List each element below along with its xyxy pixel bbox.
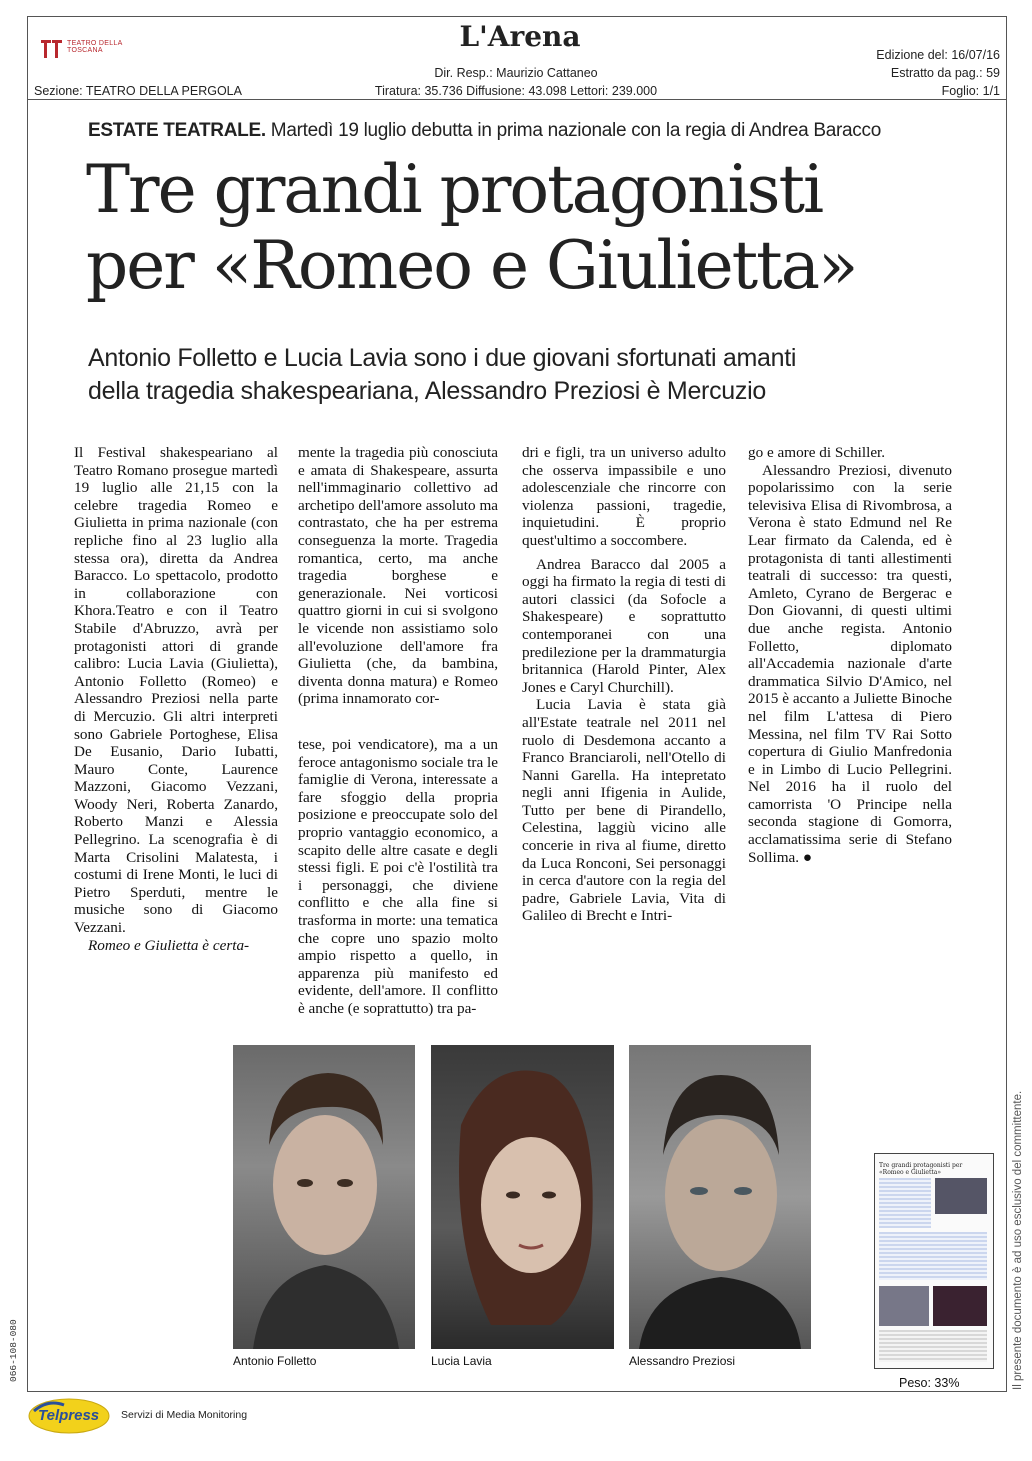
caption-antonio-folletto: Antonio Folletto bbox=[233, 1354, 317, 1368]
col2-paragraph-1: mente la tragedia più conosciuta e amata di Shakespeare, assurta nell'immaginario collettivo ad archetipo dell'amore assoluto ma contrastato, che ha per estrema conseguenza la morte. Tragedia romantica, certo, ma anche tragedia borghese e generazionale. Nei vorticosi quattro giorni in cui si svolgono le vicende non assistiamo solo all'evoluzione dell'amore fra Giulietta (che, da bambina, diventa donna matura) e Romeo (prima innamorato cor- bbox=[298, 444, 498, 708]
col3-paragraph-3: Lucia Lavia è stata già all'Estate teatrale nel 2011 nel ruolo di Desdemona accanto a Franco Branciaroli, nell'Otello di Nanni Garella. Ha intepretato negli anni Ifigenia in Aulide, Tutto per bene di Pirandello, Celestina, laggiù vicino alle concerie in riva al fiume, diretto da Luca Ronconi, Sei personaggi in cerca d'autore con la regia del padre, Gabriele Lavia, Vita di Galileo di Brecht e Intri- bbox=[522, 696, 726, 925]
thumbnail-text-block-2 bbox=[879, 1232, 987, 1280]
article-column-1 bbox=[74, 444, 278, 974]
kicker-text: Martedì 19 luglio debutta in prima nazionale con la regia di Andrea Baracco bbox=[270, 120, 881, 141]
caption-lucia-lavia: Lucia Lavia bbox=[431, 1354, 492, 1368]
col4-paragraph-2: Alessandro Preziosi, divenuto popolarissimo con la serie televisiva Elisa di Rivombrosa, a Verona è stato Edmund nel Re Lear firmato da Calenda, ed è protagonista di tanti allestimenti teatrali di successo: tra questi, Amleto, Cyrano de Bergerac e Don Giovanni, di questi ultimi due anche regista. Antonio Folletto, diplomato all'Accademia nazionale d'arte drammatica Silvio D'Amico, nel 2015 è accanto a Juliette Binoche nel film L'attesa di Piero Messina, nel film TV Rai Sotto copertura di Giulio Manfredonia e in Limbo di Lucio Pellegrini. Nel 2016 ha il ruolo del camorrista 'O Principe nella seconda stagione di Gomorra, acclamatissima serie di Stefano Sollima. ● bbox=[748, 461, 952, 866]
article-column-4 bbox=[748, 444, 952, 894]
caption-alessandro-preziosi: Alessandro Preziosi bbox=[629, 1354, 736, 1368]
logo-left-label: TEATRO DELLA TOSCANA bbox=[67, 40, 123, 54]
portrait-male-icon bbox=[629, 1045, 811, 1349]
section-line: Sezione: TEATRO DELLA PERGOLA bbox=[34, 84, 242, 98]
thumbnail-title: Tre grandi protagonisti per «Romeo e Giulietta» bbox=[879, 1162, 963, 1176]
thumbnail-text-block bbox=[879, 1178, 931, 1228]
barcode-code: 066-108-080 bbox=[8, 1319, 19, 1382]
col4-paragraph-1: go e amore di Schiller. bbox=[748, 444, 886, 461]
article-column-2b bbox=[298, 736, 498, 1028]
col1-paragraph-1: Il Festival shakespeariano al Teatro Romano prosegue martedì 19 luglio alle 21,15 con la celebre tragedia Romeo e Giulietta in prima nazionale (con repliche fino al 23 luglio alla stessa ora), diretta da Andrea Baracco. Lo spettacolo, prodotto in collaborazione con Khora.Teatro e con il Teatro Stabile d'Abruzzo, avrà per protagonisti attori di grande calibro: Lucia Lavia (Giulietta), Antonio Folletto (Romeo) e Alessandro Preziosi nella parte di Mercuzio. Gli altri interpreti sono Gabriele Portoghese, Elisa De Eusanio, Dario Iubatti, Mauro Conte, Laurence Mazzoni, Giacomo Vezzani, Woody Neri, Roberta Zanardo, Roberto Manzi e Alessia Pellegrino. La scenografia è di Marta Crisolini Malatesta, i costumi di Irene Monti, le luci di Pietro Sperduti, mentre le musiche sono di Giacomo Vezzani. bbox=[74, 444, 278, 937]
header-divider bbox=[27, 99, 1007, 100]
headline-line-1: Tre grandi protagonisti bbox=[86, 151, 823, 228]
portrait-male-young-icon bbox=[233, 1045, 415, 1349]
telpress-logo bbox=[28, 1397, 110, 1435]
photo-antonio-folletto bbox=[233, 1045, 415, 1349]
subheadline bbox=[88, 342, 968, 408]
col3-paragraph-1: dri e figli, tra un universo adulto che osserva impassibile e uno adolescenziale che rincorre con violenza passioni, tragedie, inquietudini. È proprio quest'ultimo a soccombere. bbox=[522, 444, 726, 549]
article-column-2a bbox=[298, 444, 498, 734]
circulation-line: Tiratura: 35.736 Diffusione: 43.098 Lettori: 239.000 bbox=[374, 84, 658, 98]
side-note-vertical: Il presente documento è ad uso esclusivo del committente. bbox=[1012, 1090, 1024, 1390]
telpress-logo-text: Telpress bbox=[38, 1407, 100, 1424]
article-kicker bbox=[88, 120, 968, 142]
headline-line-2: per «Romeo e Giulietta» bbox=[86, 227, 857, 304]
kicker-bold: ESTATE TEATRALE. bbox=[88, 120, 266, 141]
col1-paragraph-2: Romeo e Giulietta è certa- bbox=[88, 936, 250, 954]
newspaper-title: L'Arena bbox=[459, 20, 581, 53]
sheet-number: Foglio: 1/1 bbox=[941, 84, 1000, 98]
headline bbox=[86, 152, 986, 304]
edition-date: Edizione del: 16/07/16 bbox=[876, 48, 1000, 62]
tt-logo-icon bbox=[40, 38, 64, 60]
extract-page: Estratto da pag.: 59 bbox=[890, 66, 1000, 80]
thumbnail-text-block-3 bbox=[879, 1330, 987, 1362]
thumbnail-photo bbox=[935, 1178, 987, 1214]
subhead-line-1: Antonio Folletto e Lucia Lavia sono i due giovani sfortunati amanti bbox=[88, 344, 797, 372]
col2-paragraph-2: tese, poi vendicatore), ma a un feroce antagonismo sociale tra le famiglie di Verona, interessate a fare sfoggio della propria posizione e preoccupate solo del proprio vantaggio economico, a scapito delle altre casate e degli stessi figli. E poi c'è l'ostilità tra i personaggi, che diviene conflitto e che alla fine si trasforma in morte: una tematica che copre uno spazio molto ampio rispetto a quello, in apparenza più manifesto ed evidente, dell'amore. Il conflitto è anche (e soprattutto) tra pa- bbox=[298, 736, 498, 1017]
teatro-toscana-logo bbox=[40, 38, 130, 60]
footer-tagline: Servizi di Media Monitoring bbox=[121, 1409, 248, 1421]
photo-lucia-lavia bbox=[431, 1045, 614, 1349]
subhead-line-2: della tragedia shakespeariana, Alessandro Preziosi è Mercuzio bbox=[88, 377, 766, 405]
page-thumbnail bbox=[874, 1153, 994, 1369]
director-line: Dir. Resp.: Maurizio Cattaneo bbox=[434, 66, 598, 80]
photo-alessandro-preziosi bbox=[629, 1045, 811, 1349]
article-column-3 bbox=[522, 444, 726, 974]
thumbnail-photo-3 bbox=[933, 1286, 987, 1326]
weight-label: Peso: 33% bbox=[899, 1376, 960, 1390]
col3-paragraph-2: Andrea Baracco dal 2005 a oggi ha firmato la regia di testi di autori classici (da Sofocle a Shakespeare) e soprattutto contemporanei con una predilezione per la drammaturgia britannica (Harold Pinter, Alex Jones e Caryl Churchill). bbox=[522, 555, 726, 696]
portrait-female-icon bbox=[431, 1045, 614, 1349]
thumbnail-photo-2 bbox=[879, 1286, 929, 1326]
